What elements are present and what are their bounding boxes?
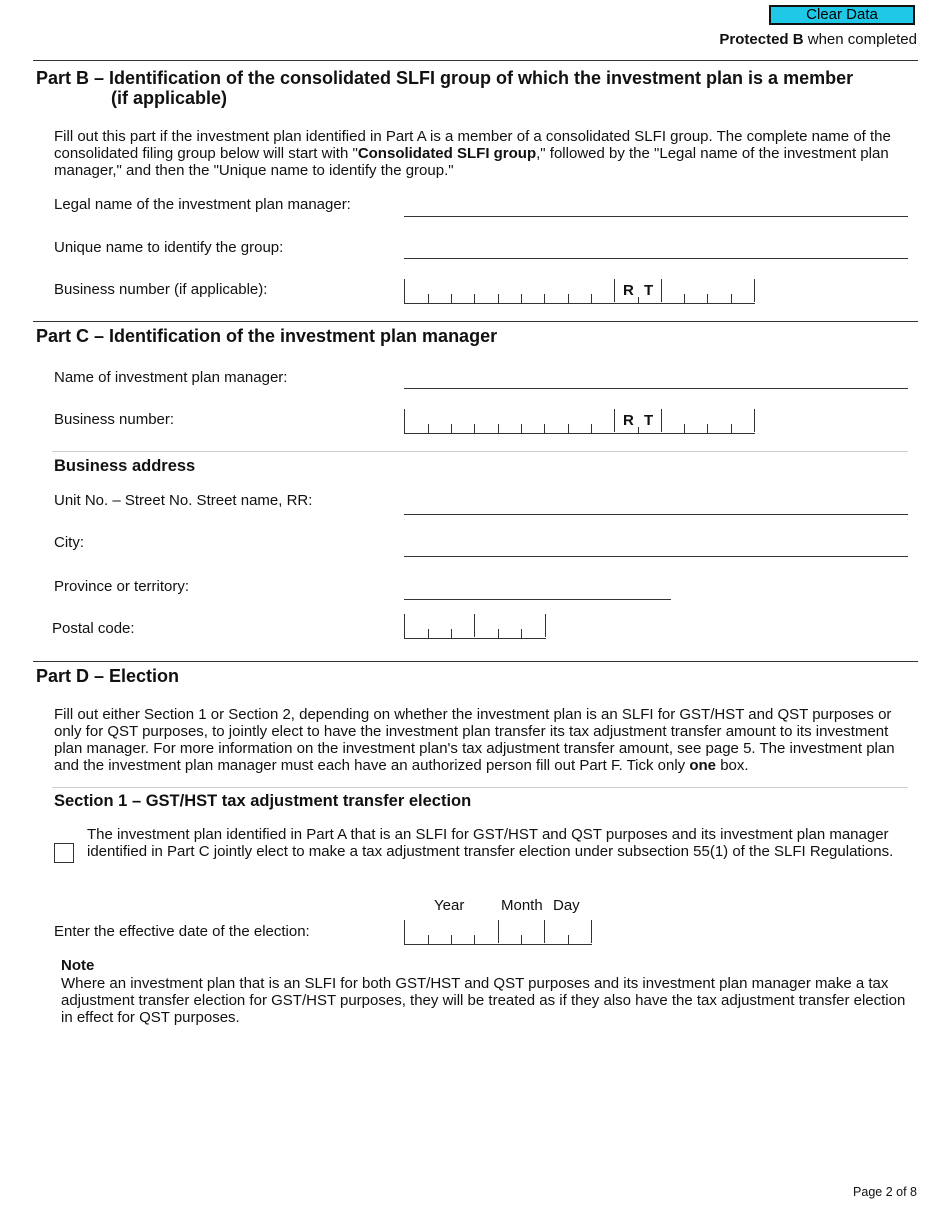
effective-date-field[interactable] — [404, 920, 592, 945]
part-b-intro-text: Fill out this part if the investment plan identified in Part A is a member of a consolidated SLFI group. The complete name of the consolidated filing group below will start with " — [54, 128, 891, 162]
part-c-business-number-field[interactable] — [404, 409, 755, 434]
manager-name-label: Name of investment plan manager: — [54, 369, 288, 386]
protected-rest: when completed — [803, 31, 917, 48]
unique-name-field[interactable] — [404, 258, 908, 259]
protected-b-notice — [719, 31, 917, 48]
election-statement: The investment plan identified in Part A that is an SLFI for GST/HST and QST purposes and its investment plan manager identified in Part C jointly elect to make a tax adjustment transfer election under subsection 55(1) of the SLFI Regulations. — [87, 826, 894, 860]
part-b-title: Part B – Identification of the consolidated SLFI group of which the investment plan is a member — [36, 68, 854, 88]
part-d-intro-text-2: box. — [716, 757, 749, 774]
divider — [33, 661, 918, 662]
street-label: Unit No. – Street No. Street name, RR: — [54, 492, 313, 509]
city-label: City: — [54, 534, 84, 551]
effective-date-label: Enter the effective date of the election: — [54, 923, 310, 940]
city-field[interactable] — [404, 556, 908, 557]
part-c-title: Part C – Identification of the investment plan manager — [36, 326, 498, 346]
rt-t-label: T — [644, 412, 654, 429]
postal-code-field[interactable] — [404, 614, 546, 639]
year-label: Year — [434, 897, 465, 914]
legal-name-label: Legal name of the investment plan manager: — [54, 196, 351, 213]
divider — [33, 60, 918, 61]
section-1-title: Section 1 – GST/HST tax adjustment transfer election — [54, 792, 472, 810]
part-b-bn-label: Business number (if applicable): — [54, 281, 268, 298]
part-d-intro — [54, 706, 910, 774]
rt-t-label: T — [644, 282, 654, 299]
province-field[interactable] — [404, 599, 671, 600]
part-b-title-line2: (if applicable) — [111, 88, 228, 108]
clear-data-button[interactable]: Clear Data — [769, 5, 915, 25]
note-text: Where an investment plan that is an SLFI for both GST/HST and QST purposes and its investment plan manager make a tax adjustment transfer election for GST/HST purposes, they will be treated as if they also have the tax adjustment transfer election in effect for QST purposes. — [61, 975, 906, 1026]
note-title: Note — [61, 957, 95, 974]
divider — [33, 321, 918, 322]
rt-r-label: R — [623, 282, 634, 299]
province-label: Province or territory: — [54, 578, 190, 595]
business-address-heading: Business address — [54, 457, 196, 475]
divider — [52, 451, 908, 452]
part-b-intro — [54, 128, 910, 179]
section-1-election-checkbox[interactable] — [54, 843, 74, 863]
part-c-bn-label: Business number: — [54, 411, 175, 428]
part-b-business-number-field[interactable] — [404, 279, 755, 304]
part-d-intro-text: Fill out either Section 1 or Section 2, depending on whether the investment plan is an SLFI for GST/HST and QST purposes or only for QST purposes, to jointly elect to have the investment plan transfer its tax adjustment transfer amount to its investment plan manager. For more information on the investment plan's tax adjustment transfer amount, see page 5. The investment plan and the investment plan manager must each have an authorized person fill out Part F. Tick only — [54, 706, 895, 774]
manager-name-field[interactable] — [404, 388, 908, 389]
part-b-intro-text-2: ," followed by the "Legal name of the investment plan manager," and then the "Unique name to identify the group." — [54, 145, 889, 179]
divider — [52, 787, 908, 788]
legal-name-field[interactable] — [404, 216, 908, 217]
part-d-title: Part D – Election — [36, 666, 180, 686]
month-label: Month — [501, 897, 543, 914]
part-b-intro-bold: Consolidated SLFI group — [357, 145, 537, 162]
rt-r-label: R — [623, 412, 634, 429]
street-field[interactable] — [404, 514, 908, 515]
day-label: Day — [553, 897, 580, 914]
protected-bold: Protected B — [719, 31, 804, 48]
part-d-intro-bold: one — [689, 757, 717, 774]
postal-code-label: Postal code: — [52, 620, 135, 637]
page-number: Page 2 of 8 — [853, 1185, 917, 1199]
unique-name-label: Unique name to identify the group: — [54, 239, 284, 256]
